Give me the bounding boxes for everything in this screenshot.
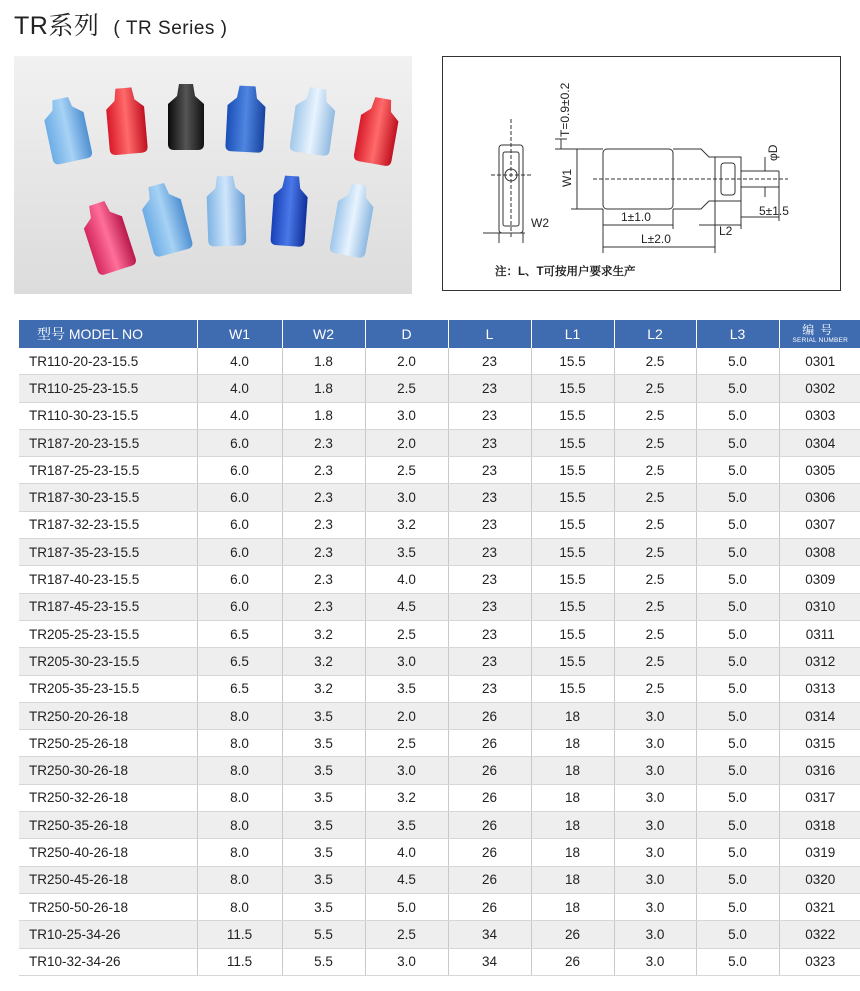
- table-cell: TR250-32-26-18: [19, 784, 197, 811]
- table-row: [19, 702, 860, 729]
- table-row: [19, 511, 860, 538]
- table-row: [19, 866, 860, 893]
- label-w1: W1: [560, 169, 574, 187]
- table-cell: 0312: [779, 648, 860, 675]
- table-cell: 2.5: [614, 429, 696, 456]
- table-cell: 4.0: [365, 566, 448, 593]
- table-cell: 2.3: [282, 593, 365, 620]
- table-row: [19, 484, 860, 511]
- table-cell: 5.5: [282, 948, 365, 975]
- serial-header-cn: 编号: [802, 323, 839, 337]
- table-cell: 23: [448, 593, 531, 620]
- drawing-note: 注：L、T可按用户要求生产: [495, 266, 636, 278]
- table-cell: TR250-20-26-18: [19, 702, 197, 729]
- table-cell: 0319: [779, 839, 860, 866]
- table-cell: 2.5: [614, 539, 696, 566]
- table-cell: 26: [448, 866, 531, 893]
- table-cell: TR110-30-23-15.5: [19, 402, 197, 429]
- table-cell: 2.3: [282, 484, 365, 511]
- table-cell: 0303: [779, 402, 860, 429]
- table-cell: 0310: [779, 593, 860, 620]
- table-cell: 4.5: [365, 866, 448, 893]
- table-cell: 0311: [779, 620, 860, 647]
- table-cell: 2.5: [365, 730, 448, 757]
- table-cell: 23: [448, 675, 531, 702]
- table-cell: 5.0: [696, 921, 779, 948]
- table-row: [19, 893, 860, 920]
- table-cell: 18: [531, 812, 614, 839]
- table-body: [19, 348, 860, 975]
- table-cell: 2.3: [282, 429, 365, 456]
- table-cell: 0308: [779, 539, 860, 566]
- table-cell: 0314: [779, 702, 860, 729]
- table-cell: TR205-25-23-15.5: [19, 620, 197, 647]
- table-cell: 0318: [779, 812, 860, 839]
- table-cell: 3.5: [365, 675, 448, 702]
- table-cell: 2.5: [365, 457, 448, 484]
- label-w2: W2: [531, 216, 549, 230]
- table-cell: 2.5: [614, 675, 696, 702]
- table-cell: 5.0: [696, 566, 779, 593]
- table-cell: 23: [448, 375, 531, 402]
- table-cell: 15.5: [531, 511, 614, 538]
- table-cell: 11.5: [197, 921, 282, 948]
- table-row: [19, 429, 860, 456]
- table-cell: 8.0: [197, 757, 282, 784]
- table-cell: 3.2: [282, 648, 365, 675]
- table-cell: 5.0: [696, 593, 779, 620]
- table-cell: TR187-45-23-15.5: [19, 593, 197, 620]
- col-header-w2: W2: [282, 320, 365, 348]
- table-cell: 26: [448, 730, 531, 757]
- table-cell: 3.0: [614, 866, 696, 893]
- table-cell: 2.5: [614, 484, 696, 511]
- table-cell: 6.5: [197, 675, 282, 702]
- table-cell: 3.5: [282, 812, 365, 839]
- table-cell: 0307: [779, 511, 860, 538]
- table-cell: 0301: [779, 348, 860, 375]
- table-cell: TR250-45-26-18: [19, 866, 197, 893]
- table-cell: 5.0: [696, 402, 779, 429]
- col-header-model: 型号 MODEL NO: [19, 320, 197, 348]
- table-cell: TR187-30-23-15.5: [19, 484, 197, 511]
- table-cell: 3.0: [614, 921, 696, 948]
- table-row: [19, 457, 860, 484]
- table-cell: 26: [448, 893, 531, 920]
- table-cell: 2.0: [365, 702, 448, 729]
- table-row: [19, 539, 860, 566]
- table-cell: 26: [448, 839, 531, 866]
- col-header-d: D: [365, 320, 448, 348]
- table-cell: 15.5: [531, 675, 614, 702]
- table-cell: 5.0: [696, 702, 779, 729]
- table-cell: 23: [448, 539, 531, 566]
- table-cell: 4.0: [197, 348, 282, 375]
- table-cell: 15.5: [531, 375, 614, 402]
- table-cell: 23: [448, 620, 531, 647]
- table-cell: 3.2: [282, 675, 365, 702]
- table-cell: 18: [531, 702, 614, 729]
- table-cell: 3.0: [614, 812, 696, 839]
- table-cell: 6.5: [197, 620, 282, 647]
- table-cell: 6.0: [197, 539, 282, 566]
- table-cell: 2.5: [614, 402, 696, 429]
- table-cell: 2.5: [614, 620, 696, 647]
- col-header-l2: L2: [614, 320, 696, 348]
- table-header-row: [19, 320, 860, 348]
- table-cell: 6.0: [197, 593, 282, 620]
- table-cell: 2.5: [614, 648, 696, 675]
- table-cell: 2.0: [365, 348, 448, 375]
- table-cell: 18: [531, 866, 614, 893]
- table-cell: 15.5: [531, 620, 614, 647]
- col-header-l: L: [448, 320, 531, 348]
- table-cell: 3.0: [614, 784, 696, 811]
- table-row: [19, 948, 860, 975]
- table-cell: TR250-40-26-18: [19, 839, 197, 866]
- table-row: [19, 348, 860, 375]
- table-cell: 23: [448, 457, 531, 484]
- table-cell: 15.5: [531, 648, 614, 675]
- table-cell: 15.5: [531, 484, 614, 511]
- table-cell: 3.5: [282, 866, 365, 893]
- table-cell: 3.0: [365, 648, 448, 675]
- table-cell: 18: [531, 893, 614, 920]
- table-cell: 6.5: [197, 648, 282, 675]
- table-cell: 3.5: [282, 893, 365, 920]
- table-cell: 3.0: [614, 893, 696, 920]
- table-cell: 5.0: [696, 812, 779, 839]
- table-cell: 4.0: [197, 375, 282, 402]
- table-cell: 18: [531, 757, 614, 784]
- table-cell: 34: [448, 948, 531, 975]
- table-cell: 0316: [779, 757, 860, 784]
- product-photo: [14, 56, 412, 294]
- table-cell: 5.0: [696, 620, 779, 647]
- table-cell: 0315: [779, 730, 860, 757]
- table-cell: 3.0: [365, 757, 448, 784]
- table-cell: 3.5: [282, 757, 365, 784]
- table-cell: TR187-32-23-15.5: [19, 511, 197, 538]
- table-cell: 6.0: [197, 566, 282, 593]
- table-cell: 3.5: [282, 784, 365, 811]
- table-cell: TR110-20-23-15.5: [19, 348, 197, 375]
- table-cell: 2.5: [614, 375, 696, 402]
- table-cell: 23: [448, 429, 531, 456]
- table-cell: 5.0: [696, 948, 779, 975]
- table-cell: 26: [531, 921, 614, 948]
- table-cell: 3.0: [614, 730, 696, 757]
- table-cell: 23: [448, 402, 531, 429]
- serial-header-en: SERIAL NUMBER: [792, 337, 848, 344]
- table-cell: 0322: [779, 921, 860, 948]
- table-cell: 11.5: [197, 948, 282, 975]
- table-cell: 5.0: [696, 648, 779, 675]
- table-row: [19, 839, 860, 866]
- table-cell: 3.5: [282, 839, 365, 866]
- table-cell: TR110-25-23-15.5: [19, 375, 197, 402]
- table-cell: 8.0: [197, 812, 282, 839]
- table-cell: TR205-35-23-15.5: [19, 675, 197, 702]
- table-cell: 6.0: [197, 484, 282, 511]
- table-cell: 0306: [779, 484, 860, 511]
- table-row: [19, 757, 860, 784]
- table-cell: 2.0: [365, 429, 448, 456]
- table-cell: 8.0: [197, 730, 282, 757]
- table-cell: 0320: [779, 866, 860, 893]
- table-cell: 5.0: [696, 866, 779, 893]
- table-cell: 3.2: [365, 511, 448, 538]
- table-cell: 5.0: [696, 375, 779, 402]
- label-l2: L2: [719, 224, 733, 238]
- table-cell: 5.0: [365, 893, 448, 920]
- table-cell: 26: [448, 812, 531, 839]
- table-cell: TR10-32-34-26: [19, 948, 197, 975]
- table-cell: 15.5: [531, 402, 614, 429]
- table-cell: 5.0: [696, 348, 779, 375]
- table-cell: TR187-40-23-15.5: [19, 566, 197, 593]
- table-cell: 34: [448, 921, 531, 948]
- table-cell: 3.0: [365, 948, 448, 975]
- table-cell: 6.0: [197, 429, 282, 456]
- table-cell: 4.0: [197, 402, 282, 429]
- table-cell: 0305: [779, 457, 860, 484]
- table-cell: 2.5: [614, 566, 696, 593]
- table-cell: TR205-30-23-15.5: [19, 648, 197, 675]
- table-cell: 8.0: [197, 839, 282, 866]
- table-cell: 15.5: [531, 593, 614, 620]
- table-cell: 18: [531, 784, 614, 811]
- table-cell: 3.5: [365, 539, 448, 566]
- table-cell: 8.0: [197, 893, 282, 920]
- table-cell: 8.0: [197, 866, 282, 893]
- table-cell: 5.5: [282, 921, 365, 948]
- table-row: [19, 730, 860, 757]
- table-cell: 8.0: [197, 702, 282, 729]
- table-cell: 0309: [779, 566, 860, 593]
- table-cell: 2.3: [282, 457, 365, 484]
- table-cell: 3.5: [282, 730, 365, 757]
- table-cell: 2.5: [365, 375, 448, 402]
- table-cell: 2.5: [614, 457, 696, 484]
- table-cell: 23: [448, 648, 531, 675]
- table-cell: 26: [448, 757, 531, 784]
- table-row: [19, 921, 860, 948]
- table-row: [19, 375, 860, 402]
- label-phi-d: φD: [766, 144, 780, 161]
- table-cell: 3.0: [365, 402, 448, 429]
- table-row: [19, 593, 860, 620]
- col-header-l3: L3: [696, 320, 779, 348]
- table-cell: 0323: [779, 948, 860, 975]
- table-row: [19, 812, 860, 839]
- table-cell: TR187-35-23-15.5: [19, 539, 197, 566]
- table-cell: 2.5: [365, 620, 448, 647]
- table-cell: 2.3: [282, 539, 365, 566]
- table-cell: 4.5: [365, 593, 448, 620]
- table-cell: 3.2: [282, 620, 365, 647]
- table-cell: 5.0: [696, 839, 779, 866]
- table-cell: 5.0: [696, 757, 779, 784]
- table-cell: 3.5: [282, 702, 365, 729]
- table-cell: 5.0: [696, 429, 779, 456]
- table-cell: 26: [448, 784, 531, 811]
- table-row: [19, 784, 860, 811]
- table-cell: 5.0: [696, 457, 779, 484]
- table-cell: TR250-30-26-18: [19, 757, 197, 784]
- table-cell: 8.0: [197, 784, 282, 811]
- label-l: L±2.0: [641, 232, 671, 246]
- table-cell: 2.3: [282, 511, 365, 538]
- table-cell: 5.0: [696, 893, 779, 920]
- title-sub: ( TR Series ): [113, 18, 228, 39]
- table-row: [19, 675, 860, 702]
- table-cell: 0317: [779, 784, 860, 811]
- table-cell: 1.8: [282, 348, 365, 375]
- table-cell: 2.3: [282, 566, 365, 593]
- table-row: [19, 620, 860, 647]
- table-cell: 23: [448, 511, 531, 538]
- table-cell: 3.0: [614, 948, 696, 975]
- table-cell: TR187-25-23-15.5: [19, 457, 197, 484]
- table-cell: 5.0: [696, 784, 779, 811]
- table-cell: 6.0: [197, 511, 282, 538]
- title-main: TR系列: [14, 12, 100, 40]
- table-cell: 1.8: [282, 375, 365, 402]
- col-header-w1: W1: [197, 320, 282, 348]
- table-cell: 15.5: [531, 566, 614, 593]
- table-cell: 15.5: [531, 429, 614, 456]
- table-cell: 2.5: [614, 348, 696, 375]
- table-cell: 5.0: [696, 539, 779, 566]
- table-cell: 2.5: [614, 593, 696, 620]
- table-cell: 2.5: [365, 921, 448, 948]
- table-cell: TR250-25-26-18: [19, 730, 197, 757]
- table-row: [19, 648, 860, 675]
- page-title: [14, 6, 228, 42]
- table-cell: 6.0: [197, 457, 282, 484]
- label-t: T=0.9±0.2: [558, 82, 572, 137]
- table-cell: 3.2: [365, 784, 448, 811]
- table-cell: 26: [448, 702, 531, 729]
- col-header-l1: L1: [531, 320, 614, 348]
- table-cell: 0302: [779, 375, 860, 402]
- table-cell: 3.5: [365, 812, 448, 839]
- label-dim5: 5±1.5: [759, 204, 789, 218]
- table-cell: 18: [531, 730, 614, 757]
- table-cell: 15.5: [531, 539, 614, 566]
- spec-table: [19, 320, 860, 976]
- table-cell: TR250-35-26-18: [19, 812, 197, 839]
- table-cell: 0304: [779, 429, 860, 456]
- dimension-drawing: [442, 56, 841, 291]
- table-cell: 1.8: [282, 402, 365, 429]
- table-cell: 3.0: [614, 839, 696, 866]
- table-cell: 23: [448, 566, 531, 593]
- label-dim1: 1±1.0: [621, 210, 651, 224]
- table-cell: 3.0: [614, 757, 696, 784]
- table-cell: 5.0: [696, 511, 779, 538]
- table-cell: 23: [448, 348, 531, 375]
- table-row: [19, 566, 860, 593]
- table-cell: 4.0: [365, 839, 448, 866]
- table-cell: 0321: [779, 893, 860, 920]
- table-cell: TR187-20-23-15.5: [19, 429, 197, 456]
- table-cell: TR10-25-34-26: [19, 921, 197, 948]
- terminals-illustration: [14, 56, 412, 294]
- table-cell: 15.5: [531, 348, 614, 375]
- table-cell: 3.0: [365, 484, 448, 511]
- table-cell: 23: [448, 484, 531, 511]
- table-cell: 5.0: [696, 484, 779, 511]
- table-cell: 5.0: [696, 730, 779, 757]
- table-cell: 15.5: [531, 457, 614, 484]
- table-row: [19, 402, 860, 429]
- table-cell: TR250-50-26-18: [19, 893, 197, 920]
- table-cell: 5.0: [696, 675, 779, 702]
- table-cell: 3.0: [614, 702, 696, 729]
- table-cell: 2.5: [614, 511, 696, 538]
- col-header-serial: [779, 320, 860, 348]
- table-cell: 18: [531, 839, 614, 866]
- table-cell: 26: [531, 948, 614, 975]
- table-cell: 0313: [779, 675, 860, 702]
